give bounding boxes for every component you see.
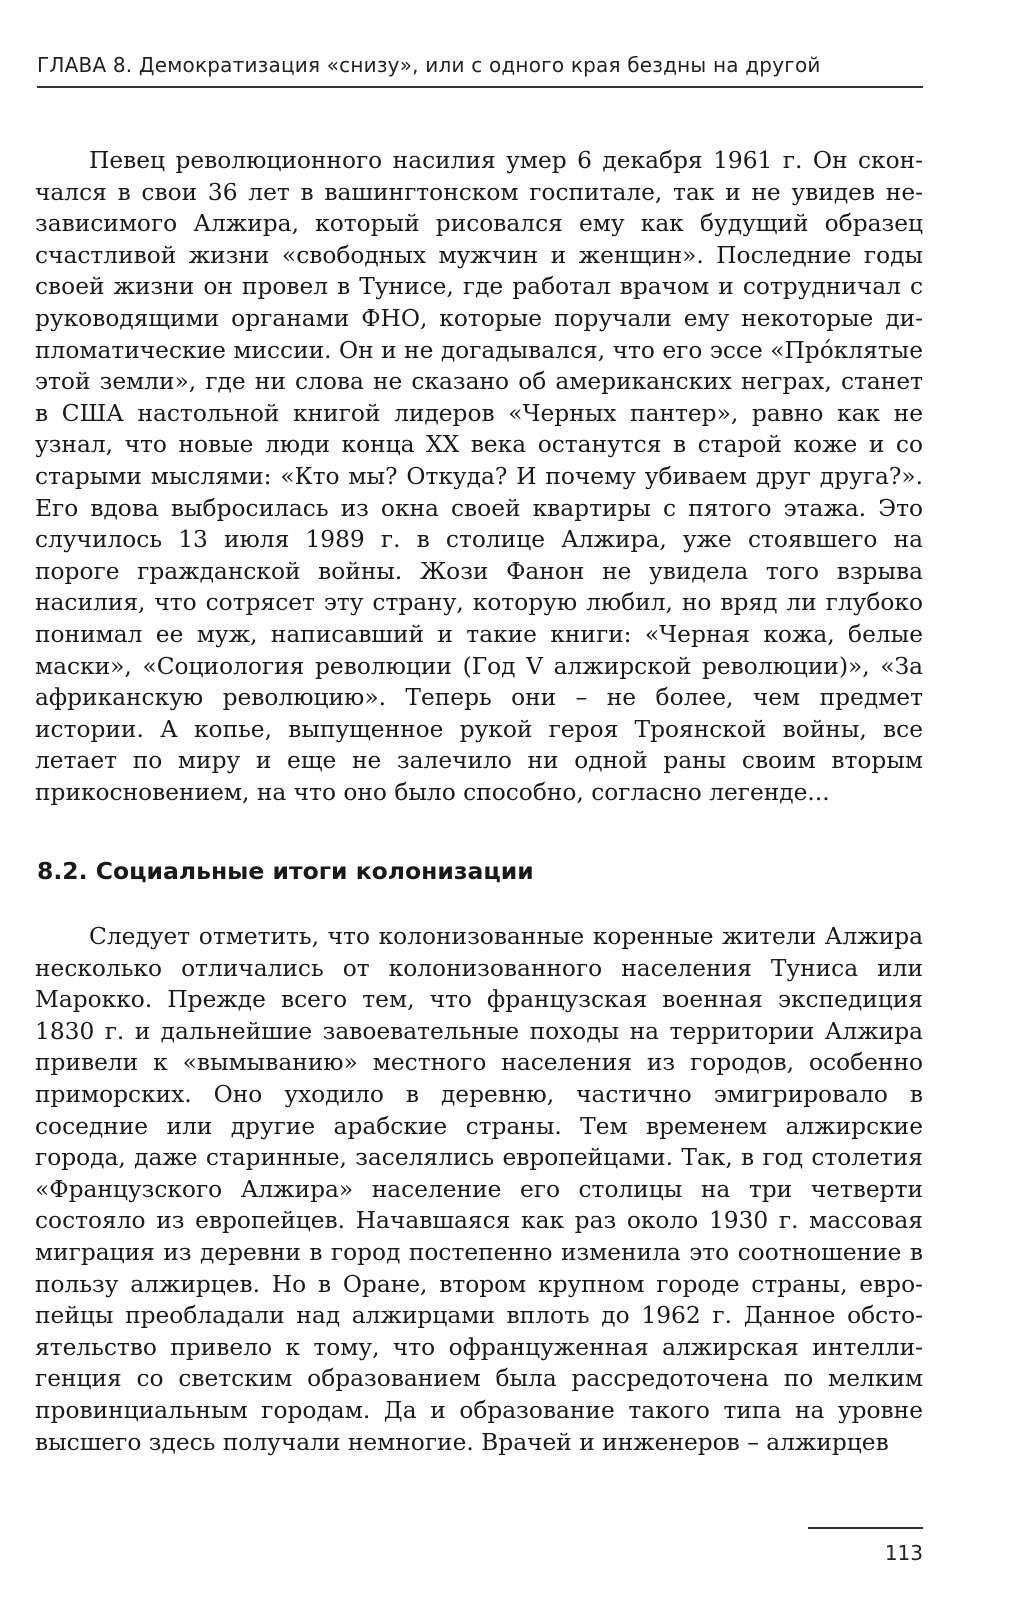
footer-rule bbox=[808, 1527, 923, 1529]
body-paragraph: Следует отметить, что колонизованные коренные жители Алжира несколько отличались от колонизованного населения Туниса или Марокко. Прежде всего тем, что французская военная экспедиция 1830 г. и дальнейшие завоевательные походы на территории Алжира привели к «вымыванию» местного населения из городов, особенно приморских. Оно уходило в деревню, частично эмигрировало в соседние или другие арабские страны. Тем временем алжирские города, даже старинные, заселялись европейцами. Так, в год столетия «Французского Алжира» население его столицы на три четверти состояло из европейцев. Начавшаяся как раз около 1930 г. массовая миграция из деревни в город постепенно изменила это соотношение в пользу алжирцев. Но в Оране, втором крупном городе страны, европейцы преобладали над алжирцами вплоть до 1962 г. Данное обстоятельство привело к тому, что офранцуженная алжирская интеллигенция со светским образованием была рассредоточена по мелким провинциальным городам. Да и образование такого типа на уровне высшего здесь получали немногие. Врачей и инженеров – алжирцев bbox=[35, 923, 923, 1456]
page-number: 113 bbox=[884, 1541, 923, 1565]
running-header: ГЛАВА 8. Демократизация «снизу», или с одного края бездны на другой bbox=[37, 53, 821, 77]
section-heading: 8.2. Социальные итоги колонизации bbox=[37, 857, 534, 885]
header-rule bbox=[37, 86, 923, 88]
body-paragraph: Певец революционного насилия умер 6 декабря 1961 г. Он скончался в свои 36 лет в вашингтонском госпитале, так и не увидев независимого Алжира, который рисовался ему как будущий образец счастливой жизни «свободных мужчин и женщин». Последние годы своей жизни он провел в Тунисе, где работал врачом и сотрудничал с руководящими органами ФНО, которые поручали ему некоторые дипломатические миссии. Он и не догадывался, что его эссе «Про́клятые этой земли», где ни слова не сказано об американских неграх, станет в США настольной книгой лидеров «Черных пантер», равно как не узнал, что новые люди конца XX века останутся в старой коже и со старыми мыслями: «Кто мы? Откуда? И почему убиваем друг друга?». Его вдова выбросилась из окна своей квартиры с пятого этажа. Это случилось 13 июля 1989 г. в столице Алжира, уже стоявшего на пороге гражданской войны. Жози Фанон не увидела того взрыва насилия, что сотрясет эту страну, которую любил, но вряд ли глубоко понимал ее муж, написавший и такие книги: «Черная кожа, белые маски», «Социология революции (Год V алжирской революции)», «За африканскую революцию». Теперь они – не более, чем предмет истории. А копье, выпущенное рукой героя Троянской войны, все летает по миру и еще не залечило ни одной раны своим вторым прикосновением, на что оно было способно, согласно легенде... bbox=[35, 147, 923, 806]
